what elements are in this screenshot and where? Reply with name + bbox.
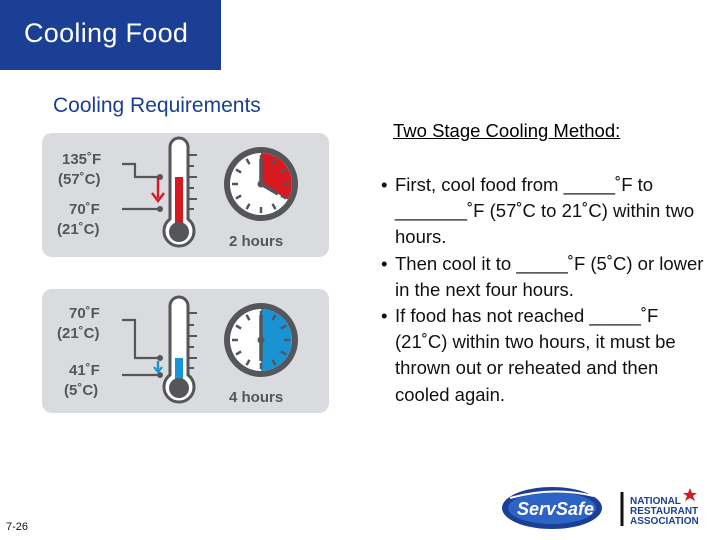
stage2-thermometer-icon: [164, 297, 197, 402]
footer-logos: [500, 484, 715, 532]
method-title: Two Stage Cooling Method:: [393, 120, 621, 141]
stage2-down-arrow-icon: [154, 361, 162, 372]
bullet-dot: •: [381, 252, 388, 274]
bullet-dot: •: [381, 305, 388, 327]
bullet-item: [381, 303, 711, 408]
nra-logo-line3: ASSOCIATION: [630, 516, 699, 527]
stage2-top-c: (21˚C): [57, 325, 100, 342]
stage1-clock-icon: [224, 147, 298, 221]
star-icon: [683, 488, 697, 501]
stage2-time-label: 4 hours: [229, 389, 284, 406]
nra-logo-line2: RESTAURANT: [630, 506, 699, 517]
stage2-top-f: 70˚F: [69, 305, 100, 322]
bullet-item: [381, 172, 711, 251]
servsafe-logo: [502, 487, 602, 529]
stage1-bottom-c: (21˚C): [57, 221, 100, 238]
stage1-top-f: 135˚F: [62, 151, 102, 168]
bullet-dot: •: [381, 174, 388, 195]
bullet-text: Then cool it to _____˚F (5˚C) or lower in the next four hours.: [395, 252, 704, 300]
stage1-card: [42, 133, 329, 257]
stage1-top-c: (57˚C): [58, 171, 101, 188]
bullet-text: First, cool food from _____˚F to _______˚F (57˚C to 21˚C) within two hours.: [395, 174, 695, 248]
nra-logo: [630, 488, 699, 527]
stage2-card: [42, 289, 329, 413]
stage2-bottom-f: 41˚F: [69, 362, 100, 379]
nra-logo-line1: NATIONAL: [630, 496, 681, 507]
stage2-bottom-c: (5˚C): [64, 382, 99, 399]
page-number: 7-26: [6, 521, 29, 533]
stage1-bottom-f: 70˚F: [69, 201, 100, 218]
bullet-text: If food has not reached _____˚F (21˚C) within two hours, it must be thrown out or reheated and then cooled again.: [395, 305, 676, 405]
stage2-clock-icon: [224, 303, 298, 377]
stage1-time-label: 2 hours: [229, 233, 284, 250]
bullet-item: [381, 251, 711, 303]
servsafe-logo-text: ServSafe: [517, 499, 595, 519]
stage1-down-arrow-icon: [152, 177, 164, 201]
method-bullet-list: [381, 172, 711, 408]
stage1-thermometer-icon: [164, 138, 197, 246]
slide-header: [0, 0, 720, 70]
stage1-illustration: [42, 133, 329, 257]
stage2-illustration: [42, 289, 329, 413]
slide-title: Cooling Food: [24, 18, 189, 48]
section-subtitle: Cooling Requirements: [53, 94, 261, 117]
